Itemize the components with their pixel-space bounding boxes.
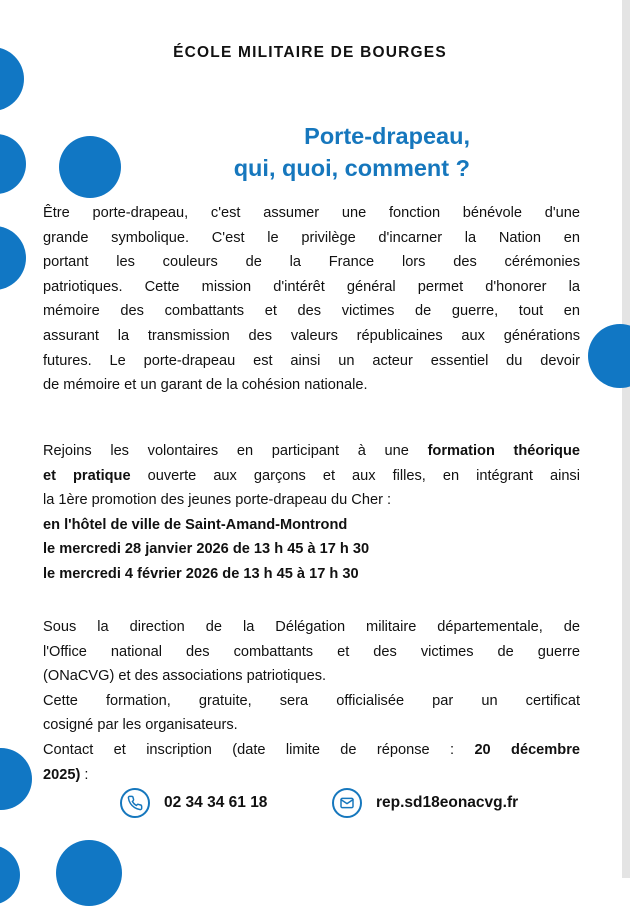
paragraph-line [43, 439, 580, 464]
paragraph-line: (ONaCVG) et des associations patriotiques. [43, 668, 327, 685]
training-location: en l'hôtel de ville de Saint-Amand-Montrond [43, 516, 348, 533]
email-icon [332, 788, 362, 818]
contact-suffix: : [80, 766, 89, 783]
paragraph-line: assurant la transmission des valeurs républicaines aux générations [43, 327, 580, 344]
contact-bar [120, 788, 560, 820]
paragraph-line: la 1ère promotion des jeunes porte-drapeau du Cher : [43, 492, 392, 509]
phone-number: 02 34 34 61 18 [164, 794, 268, 811]
decor-dot [588, 324, 630, 388]
title-line-1: Porte-drapeau, [304, 123, 470, 149]
training-date-1: le mercredi 28 janvier 2026 de 13 h 45 à 17 h 30 [43, 541, 370, 558]
decor-dot [0, 226, 26, 290]
email-contact[interactable] [332, 788, 518, 818]
page-title [150, 120, 470, 184]
decor-dot [0, 748, 32, 810]
training-intro: Rejoins les volontaires en participant à une [43, 443, 409, 459]
paragraph-line: Sous la direction de la Délégation militaire départementale, de [43, 619, 580, 635]
training-bold-1: formation théorique [427, 443, 580, 459]
paragraph-line [43, 763, 580, 788]
paragraph-line: patriotiques. Cette mission d'intérêt général permet d'honorer la [43, 278, 580, 295]
phone-icon [120, 788, 150, 818]
organisation-paragraph [43, 615, 580, 787]
training-date-2: le mercredi 4 février 2026 de 13 h 45 à 17 h 30 [43, 565, 359, 582]
paragraph-line: Être porte-drapeau, c'est assumer une fonction bénévole d'une [43, 205, 580, 221]
paragraph-line: mémoire des combattants et des victimes de guerre, tout en [43, 303, 580, 320]
training-paragraph [43, 439, 580, 587]
training-bold-2: et pratique [43, 467, 131, 484]
paragraph-line [43, 738, 580, 763]
decor-dot [0, 134, 26, 194]
paragraph-line: cosigné par les organisateurs. [43, 717, 238, 734]
decor-dot [56, 840, 122, 906]
contact-prefix: Contact et inscription (date limite de réponse : [43, 741, 455, 758]
school-header: ÉCOLE MILITAIRE DE BOURGES [173, 44, 447, 61]
email-address: rep.sd18eonacvg.fr [376, 794, 519, 811]
training-rest: ouverte aux garçons et aux filles, en intégrant ainsi [147, 467, 580, 484]
decor-dot [59, 136, 121, 198]
paragraph-line: portant les couleurs de la France lors des cérémonies [43, 254, 580, 271]
paragraph-line: Cette formation, gratuite, sera officialisée par un certificat [43, 692, 580, 709]
paragraph-line: l'Office national des combattants et des victimes de guerre [43, 643, 580, 660]
deadline-year: 2025) [43, 766, 81, 783]
paragraph-line: grande symbolique. C'est le privilège d'incarner la Nation en [43, 229, 580, 246]
paragraph-line: de mémoire et un garant de la cohésion nationale. [43, 377, 368, 394]
decor-dot [0, 845, 20, 905]
deadline-date: 20 décembre [474, 741, 580, 758]
page-edge [622, 0, 630, 878]
paragraph-line: futures. Le porte-drapeau est ainsi un acteur essentiel du devoir [43, 352, 580, 369]
title-line-2: qui, quoi, comment ? [233, 155, 470, 181]
paragraph-line [43, 464, 580, 489]
phone-contact[interactable] [120, 788, 267, 818]
intro-paragraph [43, 201, 580, 398]
